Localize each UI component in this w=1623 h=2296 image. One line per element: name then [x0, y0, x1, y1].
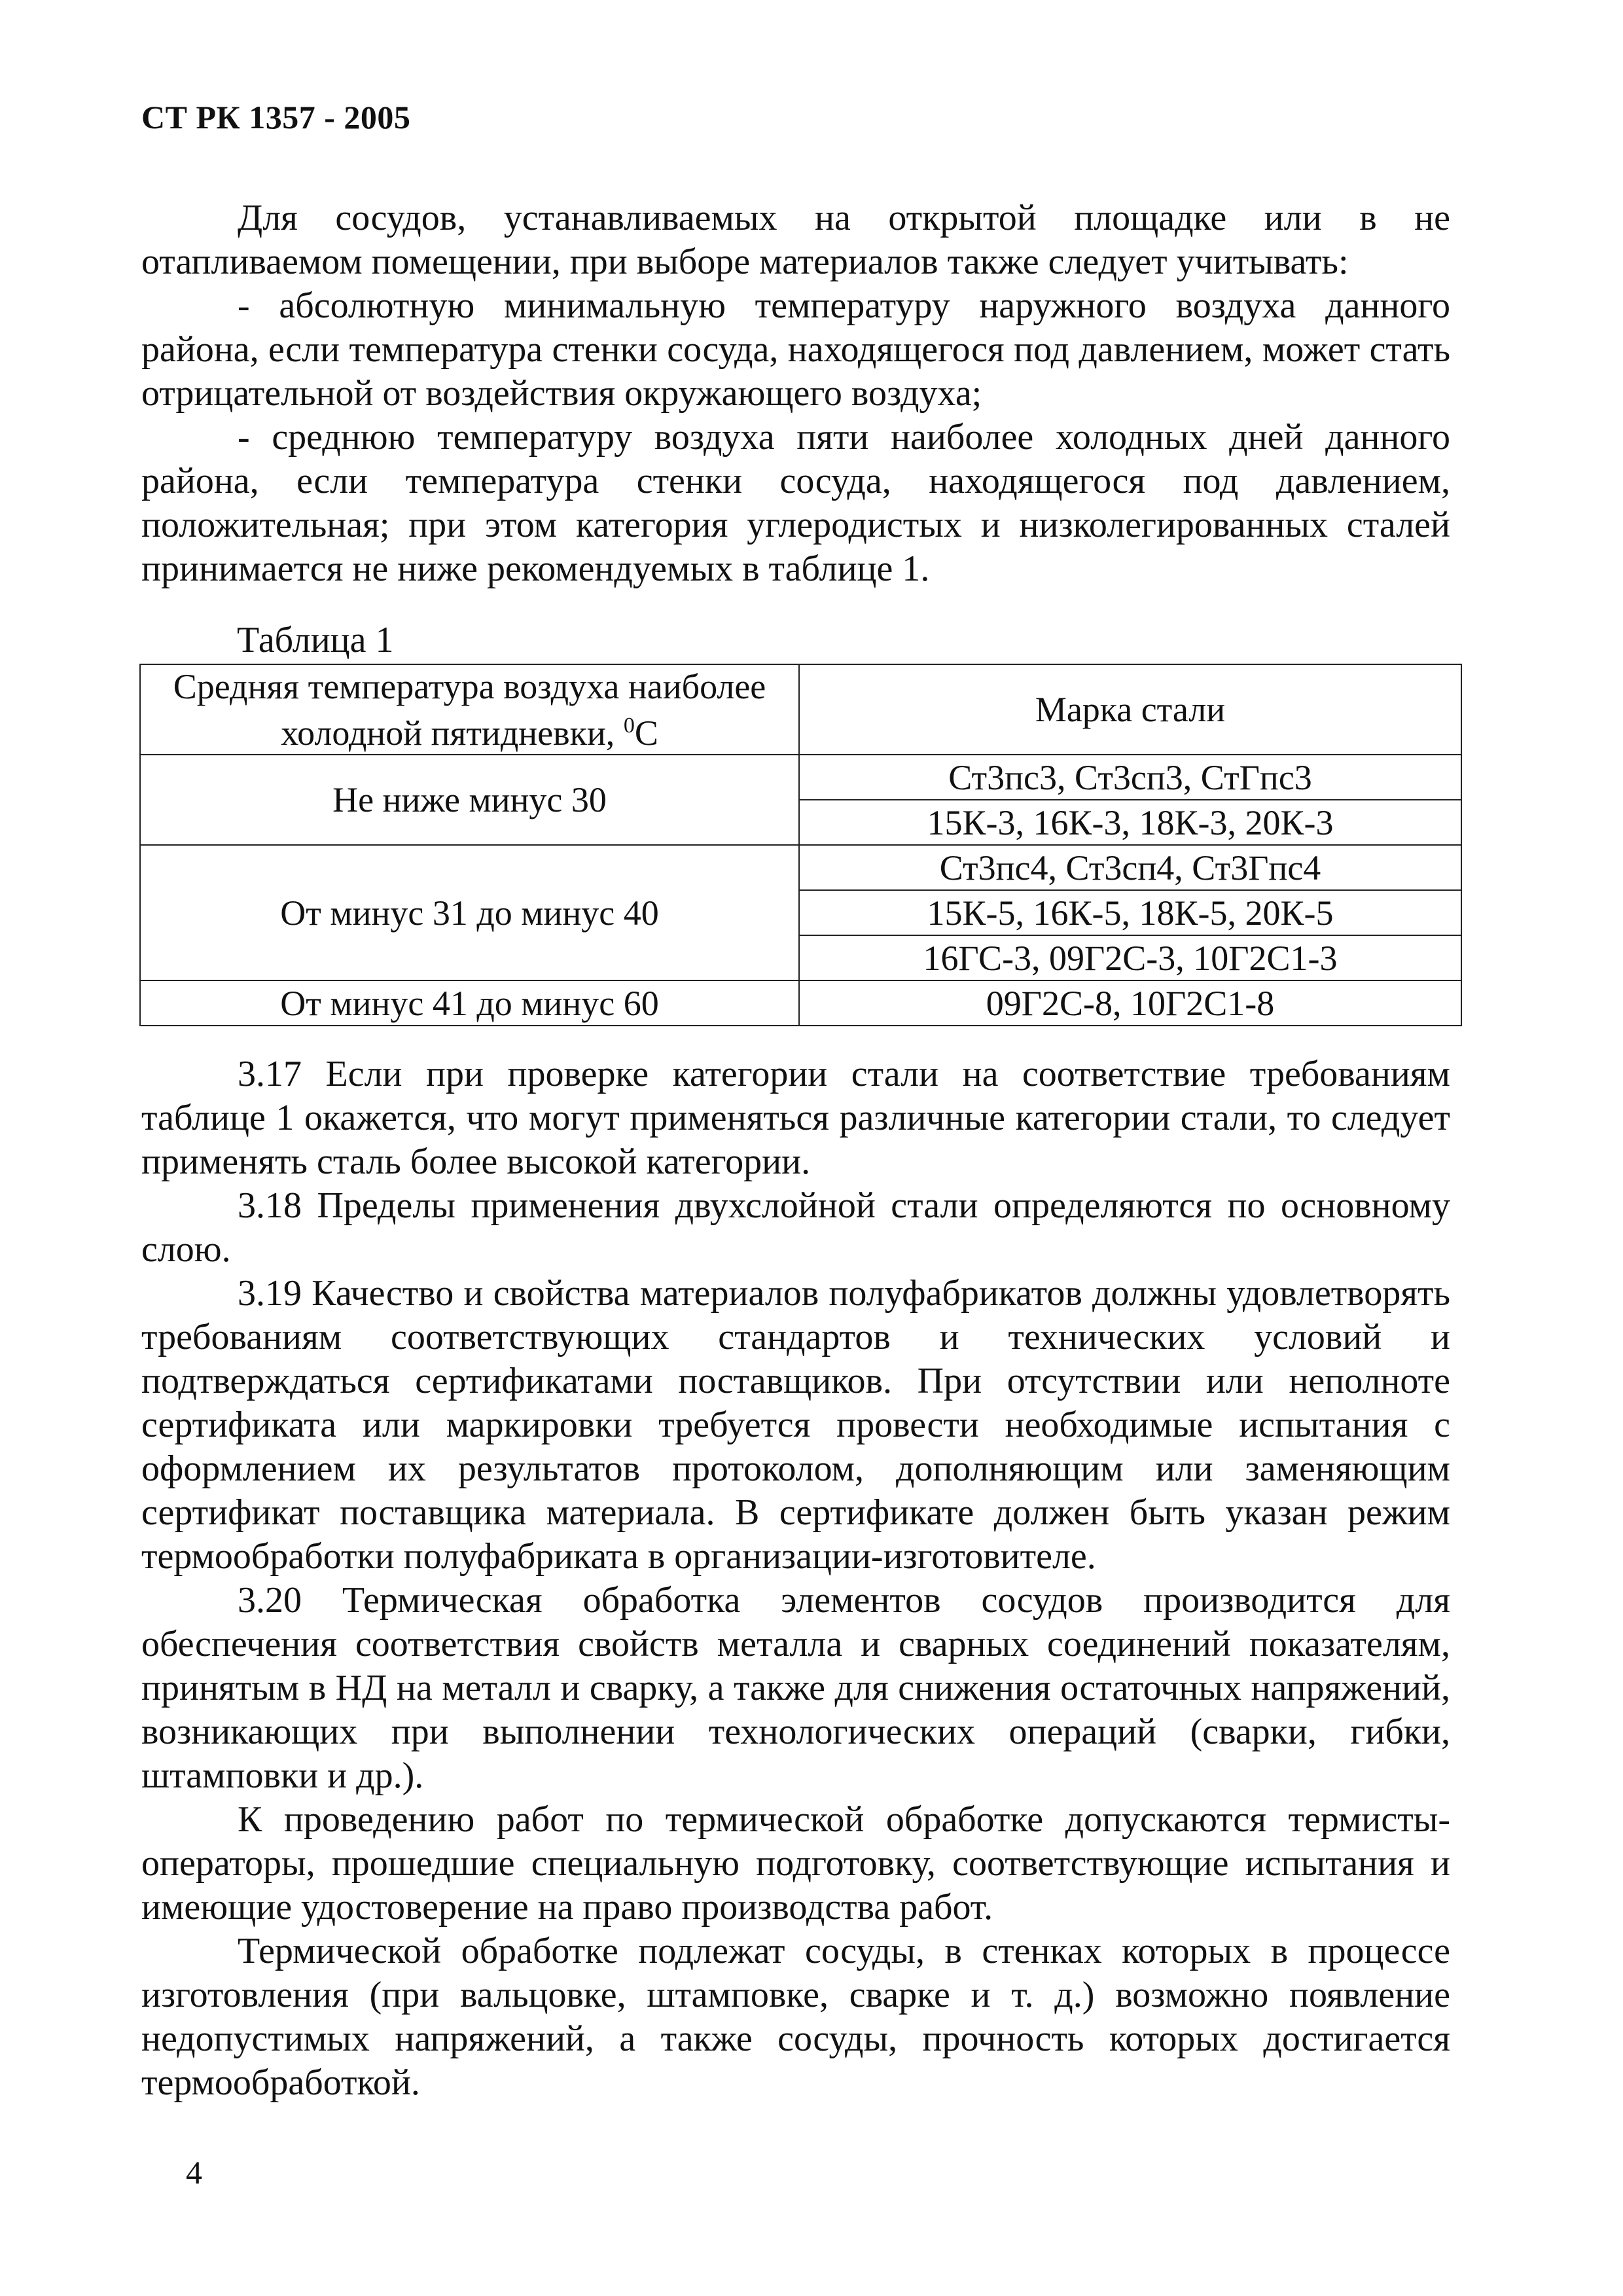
section-3-18: 3.18 Пределы применения двухслойной стали определяются по основному слою.: [141, 1185, 1450, 1270]
section-3-19: 3.19 Качество и свойства материалов полуфабрикатов должны удовлетворять требованиям соответствующих стандартов и технических условий и подтверждаться сертификатами поставщиков. При отсутствии или неполноте сертификата или маркировки требуется провести необходимые испытания с оформлением их результатов протоколом, дополняющим или заменяющим сертификат поставщика материала. В сертификате должен быть указан режим термообработки полуфабриката в организации-изготовителе.: [141, 1273, 1450, 1577]
temperature-cell-group-1: Не ниже минус 30: [140, 755, 799, 845]
table-caption: Таблица 1: [237, 620, 394, 660]
sections-text: [141, 1052, 1450, 2105]
table-row: [140, 755, 1461, 800]
header-degree-superscript: 0: [623, 713, 635, 738]
section-3-20-vessels: Термической обработке подлежат сосуды, в стенках которых в процессе изготовления (при вальцовке, штамповке, сварке и т. д.) возможно появление недопустимых напряжений, а также сосуды, прочность которых достигается термообработкой.: [141, 1931, 1450, 2103]
section-3-17: 3.17 Если при проверке категории стали на соответствие требованиям таблице 1 окажется, что могут применяться различные категории стали, то следует применять сталь более высокой категории.: [141, 1054, 1450, 1182]
table-row: [140, 845, 1461, 890]
grade-cell: 16ГС-3, 09Г2С-3, 10Г2С1-3: [799, 935, 1461, 980]
grade-cell: 09Г2С-8, 10Г2С1-8: [799, 980, 1461, 1026]
page-number: 4: [186, 2154, 202, 2191]
intro-paragraph: Для сосудов, устанавливаемых на открытой площадке или в не отапливаемом помещении, при выборе материалов также следует учитывать:: [141, 198, 1450, 282]
header-unit-label: С: [634, 713, 658, 753]
intro-text: [141, 196, 1450, 591]
steel-grade-table: [139, 664, 1462, 1026]
section-3-20-operators: К проведению работ по термической обработке допускаются термисты-операторы, прошедшие специальную подготовку, соответствующие испытания и имеющие удостоверение на право производства работ.: [141, 1799, 1450, 1928]
grade-cell: 15К-5, 16К-5, 18К-5, 20К-5: [799, 890, 1461, 935]
header-steel-grade-cell: Марка стали: [799, 664, 1461, 755]
grade-cell: 15К-3, 16К-3, 18К-3, 20К-3: [799, 800, 1461, 845]
table-row: [140, 980, 1461, 1026]
header-temperature-cell: [140, 664, 799, 755]
table-header-row: [140, 664, 1461, 755]
grade-cell: Ст3пс4, Ст3сп4, Ст3Гпс4: [799, 845, 1461, 890]
temperature-cell-group-2: От минус 31 до минус 40: [140, 845, 799, 980]
intro-bullet-five-coldest-days: - среднюю температуру воздуха пяти наиболее холодных дней данного района, если температура стенки сосуда, находящегося под давлением, положительная; при этом категория углеродистых и низколегированных сталей принимается не ниже рекомендуемых в таблице 1.: [141, 417, 1450, 589]
intro-bullet-absolute-minimum: - абсолютную минимальную температуру наружного воздуха данного района, если температура стенки сосуда, находящегося под давлением, может стать отрицательной от воздействия окружающего воздуха;: [141, 285, 1450, 414]
grade-cell: Ст3пс3, Ст3сп3, СтГпс3: [799, 755, 1461, 800]
section-3-20: 3.20 Термическая обработка элементов сосудов производится для обеспечения соответствия свойств металла и сварных соединений показателям, принятым в НД на металл и сварку, а также для снижения остаточных напряжений, возникающих при выполнении технологических операций (сварки, гибки, штамповки и др.).: [141, 1580, 1450, 1796]
document-code-header: СТ РК 1357 - 2005: [141, 99, 411, 135]
temperature-cell-group-3: От минус 41 до минус 60: [140, 980, 799, 1026]
header-temperature-label: Средняя температура воздуха наиболее холодной пятидневки,: [173, 666, 766, 753]
